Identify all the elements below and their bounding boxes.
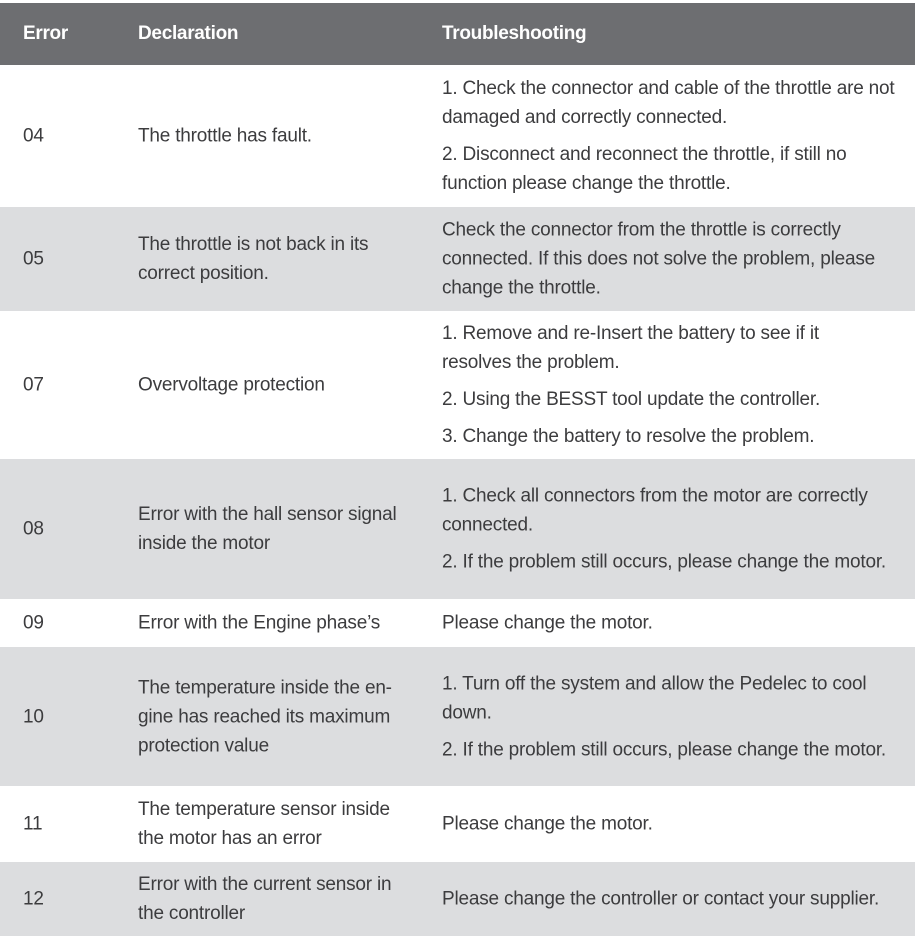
troubleshooting-step: 3. Change the battery to resolve the problem. (442, 426, 815, 447)
troubleshooting-step: Please change the motor. (442, 612, 653, 634)
error-code: 05 (23, 248, 44, 270)
error-code: 11 (23, 813, 43, 835)
table-row (0, 861, 915, 936)
error-code: 08 (23, 518, 44, 540)
declaration-text: The throttle is not back in its correct position. (138, 234, 369, 284)
declaration-text: Error with the current sensor in the controller (138, 874, 392, 924)
troubleshooting-cell (442, 216, 904, 303)
error-code: 10 (23, 706, 44, 727)
declaration-text: The temperature sensor inside the motor has an error (138, 799, 390, 849)
header-troubleshooting: Troubleshooting (442, 23, 587, 44)
table-row (0, 458, 915, 599)
declaration-text: The throttle has fault. (138, 125, 312, 147)
troubleshooting-cell (442, 74, 904, 198)
troubleshooting-cell (442, 319, 862, 451)
declaration-text: Error with the Engine phase’s (138, 612, 381, 634)
error-code: 12 (23, 888, 44, 910)
troubleshooting-cell (442, 482, 904, 577)
header-error: Error (23, 23, 68, 44)
table-header (0, 3, 915, 65)
header-declaration: Declaration (138, 23, 239, 44)
troubleshooting-cell (442, 885, 912, 914)
table-row (0, 646, 915, 786)
troubleshooting-step: 2. If the problem still occurs, please change the motor. (442, 551, 886, 573)
table-row (0, 311, 915, 458)
troubleshooting-step: 2. If the problem still occurs, please change the motor. (442, 739, 886, 760)
troubleshooting-step: 1. Turn off the system and allow the Pedelec to cool down. (442, 673, 867, 723)
troubleshooting-step: Check the connector from the throttle is correctly connected. If this does not solve the problem, please change the throttle. (442, 219, 876, 299)
troubleshooting-step: 1. Check the connector and cable of the throttle are not damaged and correctly connected. (442, 78, 895, 128)
declaration-text: Overvoltage protection (138, 374, 325, 396)
troubleshooting-step: 1. Remove and re-Insert the battery to see if it resolves the problem. (442, 323, 819, 373)
error-code: 04 (23, 125, 44, 147)
troubleshooting-step: 1. Check all connectors from the motor are correctly connected. (442, 485, 868, 536)
table-row (0, 786, 915, 861)
troubleshooting-step: Please change the motor. (442, 813, 653, 835)
declaration-text: Error with the hall sensor signal inside the motor (138, 504, 397, 554)
error-code: 07 (23, 374, 44, 396)
declaration-text: The temperature inside the en-gine has reached its maximum protection value (138, 677, 392, 756)
table-row (0, 206, 915, 311)
troubleshooting-step: 2. Disconnect and reconnect the throttle, if still no function please change the throttle. (442, 144, 847, 194)
table-row (0, 65, 915, 206)
error-code: 09 (23, 612, 44, 634)
troubleshooting-cell (442, 609, 904, 638)
troubleshooting-step: Please change the controller or contact your supplier. (442, 888, 880, 910)
troubleshooting-step: 2. Using the BESST tool update the controller. (442, 389, 821, 410)
error-code-table (0, 3, 915, 936)
table-row (0, 599, 915, 646)
troubleshooting-cell (442, 810, 904, 839)
troubleshooting-cell (442, 669, 904, 764)
